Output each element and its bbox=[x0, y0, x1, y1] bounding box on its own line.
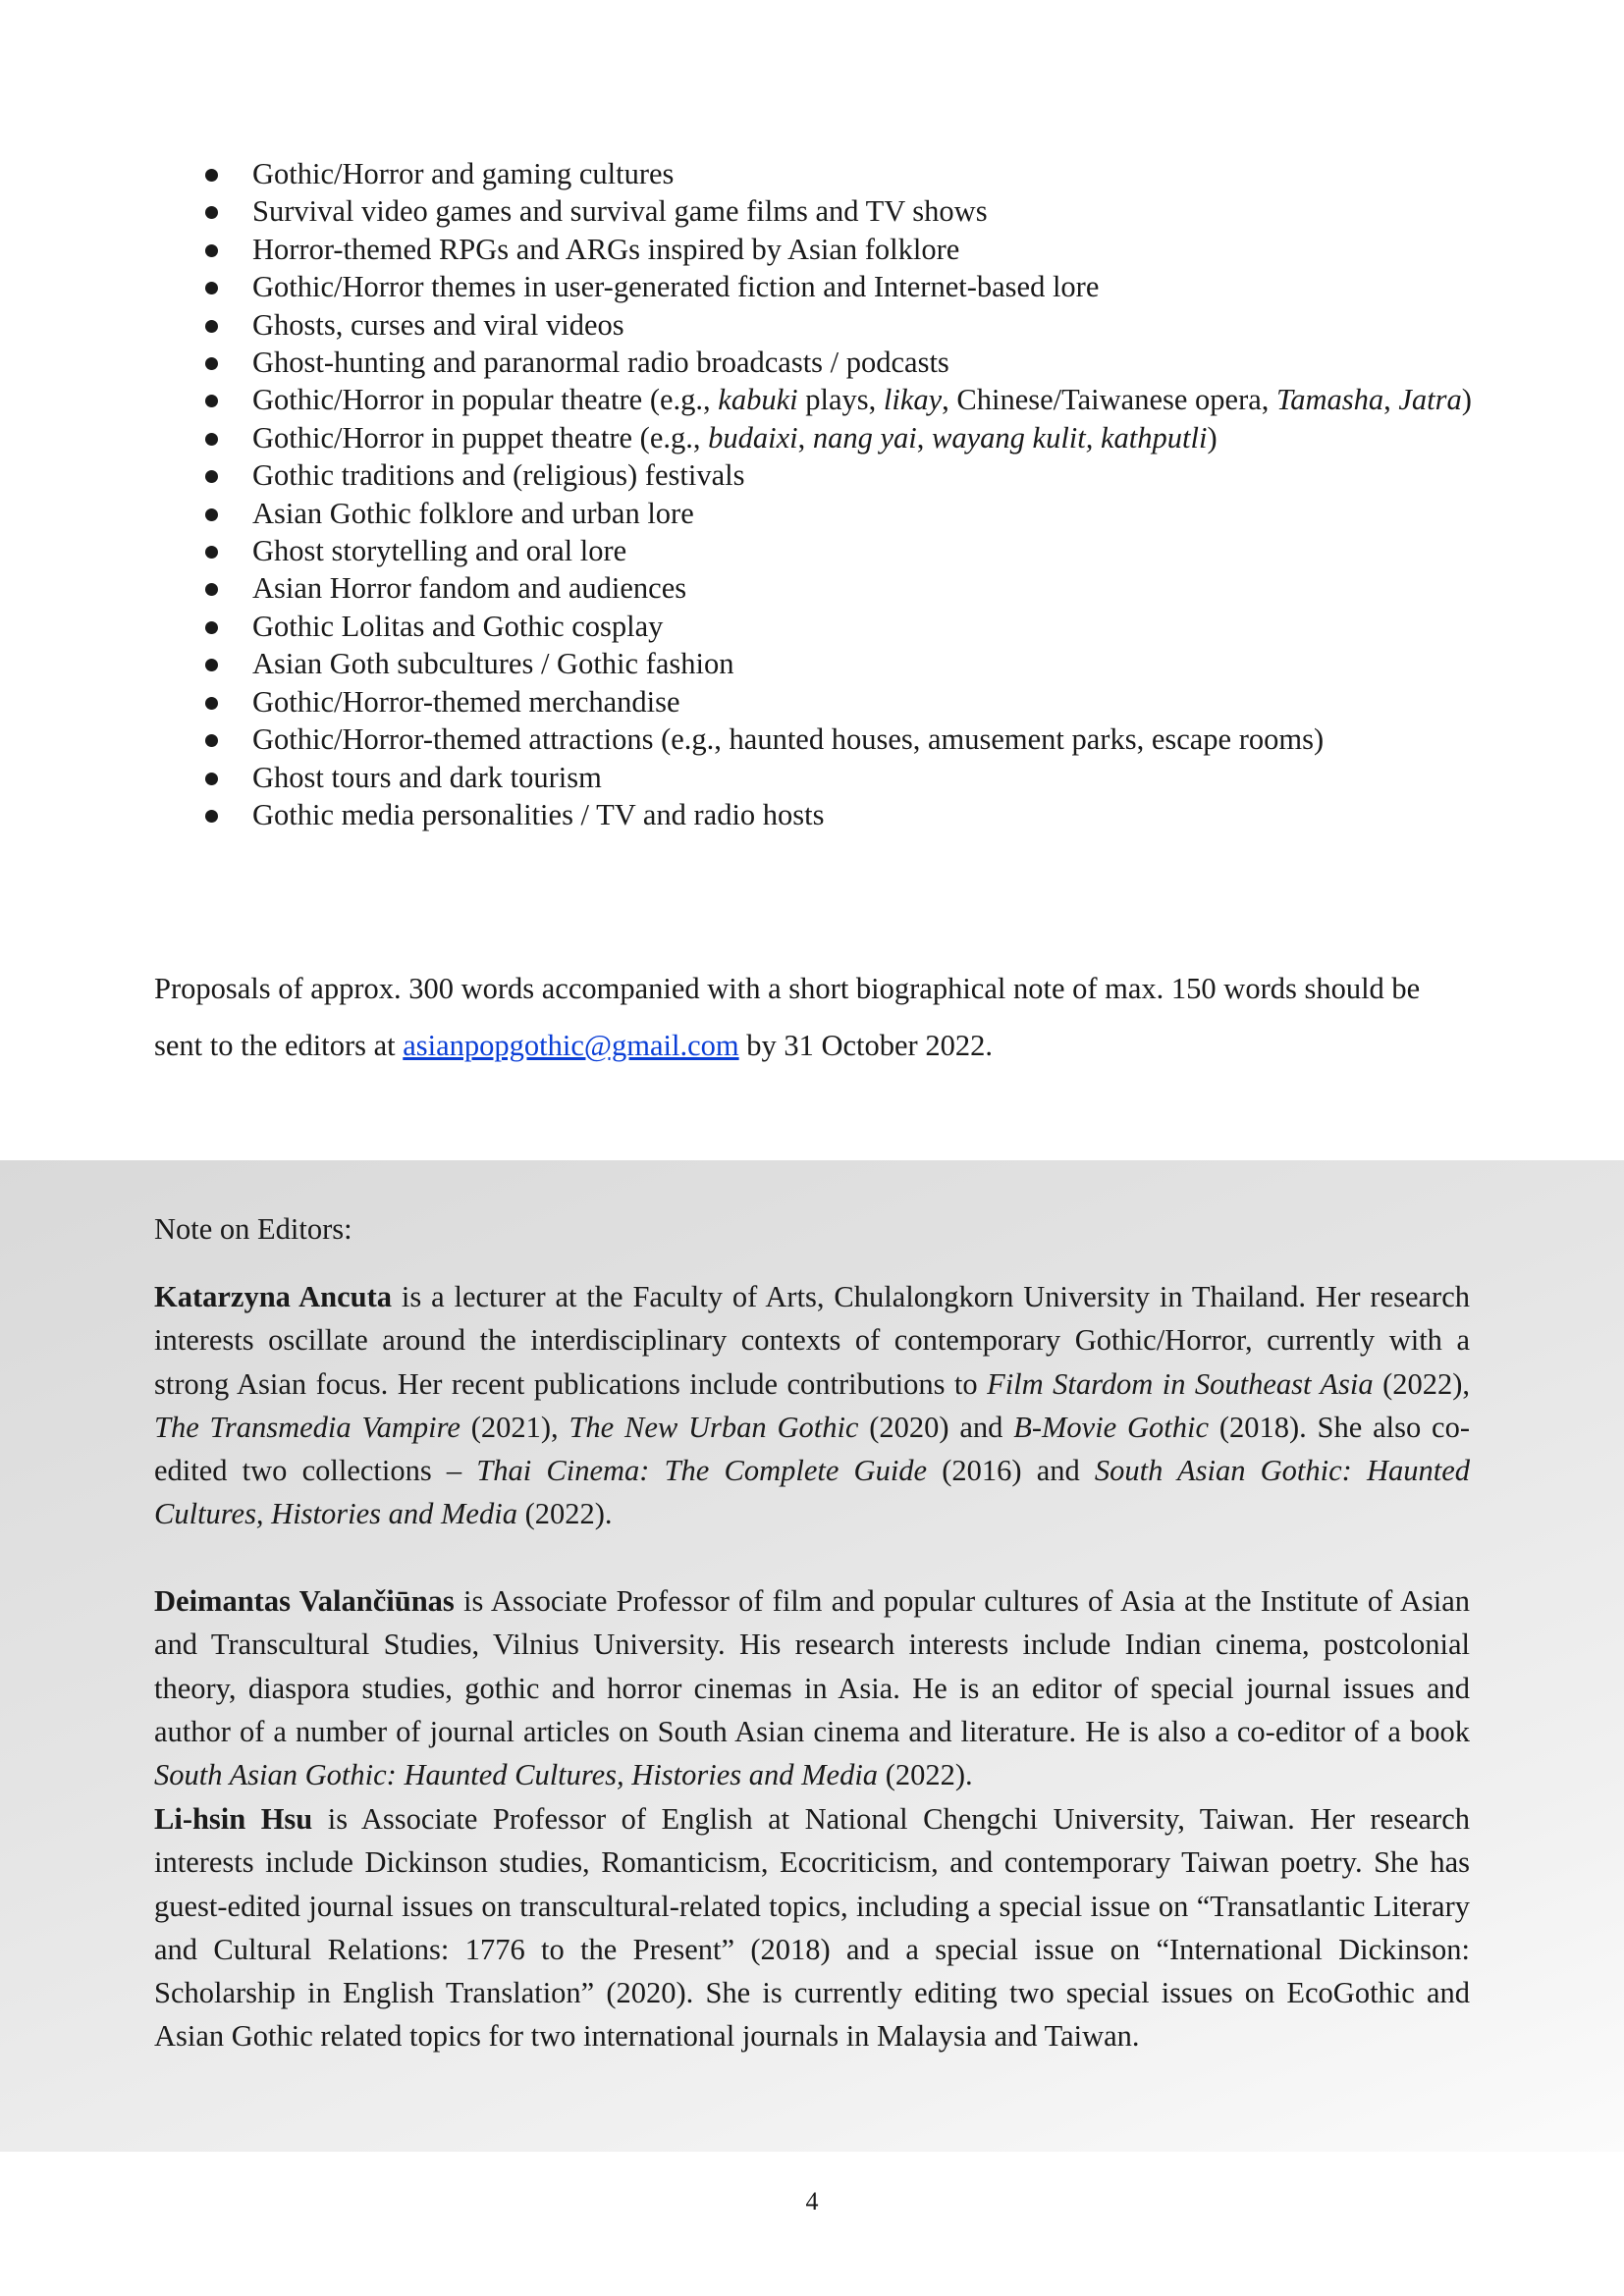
topic-item bbox=[201, 231, 1497, 268]
text-run: Gothic/Horror themes in user-generated fiction and Internet-based lore bbox=[252, 270, 1100, 304]
editor-name: Li-hsin Hsu bbox=[154, 1802, 313, 1836]
bio-li-hsin-hsu bbox=[154, 1797, 1470, 2058]
italic-title: likay bbox=[883, 383, 943, 417]
topic-item bbox=[201, 532, 1497, 569]
text-run: ) bbox=[1461, 383, 1472, 417]
text-run: (2021), bbox=[460, 1410, 569, 1444]
editor-name: Katarzyna Ancuta bbox=[154, 1280, 392, 1313]
italic-title: wayang kulit, kathputli bbox=[932, 420, 1208, 454]
text-run: (2022). bbox=[878, 1758, 973, 1792]
text-run: (2022), bbox=[1373, 1366, 1471, 1401]
text-run: , Chinese/Taiwanese opera, bbox=[942, 383, 1277, 417]
topic-item bbox=[201, 419, 1497, 456]
italic-title: Thai Cinema: The Complete Guide bbox=[476, 1454, 928, 1488]
topic-item bbox=[201, 608, 1497, 645]
text-run: Ghost storytelling and oral lore bbox=[252, 534, 627, 568]
text-run: Asian Goth subcultures / Gothic fashion bbox=[252, 647, 734, 681]
text-run: (2018). She also co-edited two collections – bbox=[154, 1410, 1470, 1488]
bio-katarzyna-ancuta bbox=[154, 1275, 1470, 1536]
text-run: , bbox=[1383, 383, 1399, 417]
topic-item bbox=[201, 268, 1497, 305]
text-run: Gothic/Horror-themed attractions (e.g., haunted houses, amusement parks, escape rooms) bbox=[252, 722, 1325, 757]
proposal-paragraph bbox=[154, 960, 1470, 1074]
text-run: Gothic Lolitas and Gothic cosplay bbox=[252, 609, 664, 643]
topic-item bbox=[201, 683, 1497, 721]
topic-list bbox=[201, 155, 1497, 833]
text-run: Gothic/Horror-themed merchandise bbox=[252, 684, 680, 719]
proposal-deadline: by 31 October 2022. bbox=[738, 1029, 993, 1062]
topic-item bbox=[201, 645, 1497, 682]
text-run: Ghost tours and dark tourism bbox=[252, 760, 602, 794]
text-run: Gothic traditions and (religious) festivals bbox=[252, 458, 745, 493]
text-run: ) bbox=[1207, 420, 1218, 454]
text-run: Survival video games and survival game films and TV shows bbox=[252, 194, 988, 229]
italic-title: The Transmedia Vampire bbox=[154, 1410, 460, 1444]
proposal-text: Proposals of approx. 300 words accompanied with a short biographical note of max. 150 words should be sent to the editors at bbox=[154, 972, 1421, 1062]
text-run: , bbox=[916, 420, 933, 454]
topic-item bbox=[201, 456, 1497, 494]
text-run: (2016) and bbox=[927, 1454, 1095, 1488]
email-link[interactable]: asianpopgothic@gmail.com bbox=[403, 1029, 739, 1062]
topic-item bbox=[201, 759, 1497, 796]
topic-item bbox=[201, 569, 1497, 607]
italic-title: Film Stardom in Southeast Asia bbox=[987, 1366, 1374, 1401]
italic-title: South Asian Gothic: Haunted Cultures, Histories and Media bbox=[154, 1758, 879, 1792]
italic-title: Tamasha bbox=[1276, 383, 1384, 417]
editor-name: Deimantas Valančiūnas bbox=[154, 1584, 455, 1618]
text-run: is a lecturer at the Faculty of Arts, Chulalongkorn University in Thailand. Her research interests oscillate around the interdisciplinary contexts of contemporary Gothic/Horror, currently with a strong Asian focus. Her recent publications include contributions to bbox=[154, 1280, 1470, 1401]
italic-title: kabuki bbox=[718, 383, 798, 417]
topic-item bbox=[201, 381, 1497, 418]
topic-item bbox=[201, 306, 1497, 344]
bio-deimantas-valanciunas bbox=[154, 1579, 1470, 1796]
text-run: Gothic/Horror and gaming cultures bbox=[252, 157, 675, 190]
italic-title: South Asian Gothic: Haunted Cultures, Histories and Media bbox=[154, 1454, 1470, 1531]
text-run: Horror-themed RPGs and ARGs inspired by Asian folklore bbox=[252, 232, 960, 266]
topic-item bbox=[201, 344, 1497, 381]
text-run: Asian Horror fandom and audiences bbox=[252, 571, 687, 606]
topic-item bbox=[201, 155, 1497, 192]
text-run: is Associate Professor of English at National Chengchi University, Taiwan. Her research interests include Dickinson studies, Romanticism, Ecocriticism, and contemporary Taiwan poetry. She has guest-edited journal issues on transcultural-related topics, including a special issue on “Transatlantic Literary and Cultural Relations: 1776 to the Present” (2018) and a special issue on “International Dickinson: Scholarship in English Translation” (2020). She is currently editing two special issues on EcoGothic and Asian Gothic related topics for two international journals in Malaysia and Taiwan. bbox=[154, 1802, 1470, 2054]
text-run: (2022). bbox=[516, 1497, 613, 1531]
italic-title: Jatra bbox=[1398, 383, 1462, 417]
text-run: , bbox=[797, 420, 813, 454]
italic-title: The New Urban Gothic bbox=[568, 1410, 859, 1444]
text-run: Ghosts, curses and viral videos bbox=[252, 307, 624, 342]
italic-title: nang yai bbox=[812, 420, 917, 454]
text-run: Ghost-hunting and paranormal radio broadcasts / podcasts bbox=[252, 346, 949, 380]
text-run: is Associate Professor of film and popular cultures of Asia at the Institute of Asian and Transcultural Studies, Vilnius University. His research interests include Indian cinema, postcolonial theory, diaspora studies, gothic and horror cinemas in Asia. He is an editor of special journal issues and author of a number of journal articles on South Asian cinema and literature. He is also a co-editor of a book bbox=[154, 1584, 1470, 1748]
italic-title: budaixi bbox=[708, 420, 798, 454]
text-run: plays, bbox=[797, 383, 884, 417]
text-run: Gothic media personalities / TV and radio hosts bbox=[252, 797, 825, 831]
topic-item bbox=[201, 721, 1497, 758]
page-number: 4 bbox=[805, 2187, 819, 2216]
text-run: (2020) and bbox=[858, 1410, 1014, 1444]
text-run: Gothic/Horror in puppet theatre (e.g., bbox=[252, 420, 709, 454]
editors-heading: Note on Editors: bbox=[154, 1212, 352, 1246]
topic-item bbox=[201, 495, 1497, 532]
topic-item bbox=[201, 192, 1497, 230]
italic-title: B-Movie Gothic bbox=[1013, 1410, 1210, 1444]
text-run: Asian Gothic folklore and urban lore bbox=[252, 496, 694, 530]
text-run: Gothic/Horror in popular theatre (e.g., bbox=[252, 383, 719, 417]
topic-item bbox=[201, 796, 1497, 833]
